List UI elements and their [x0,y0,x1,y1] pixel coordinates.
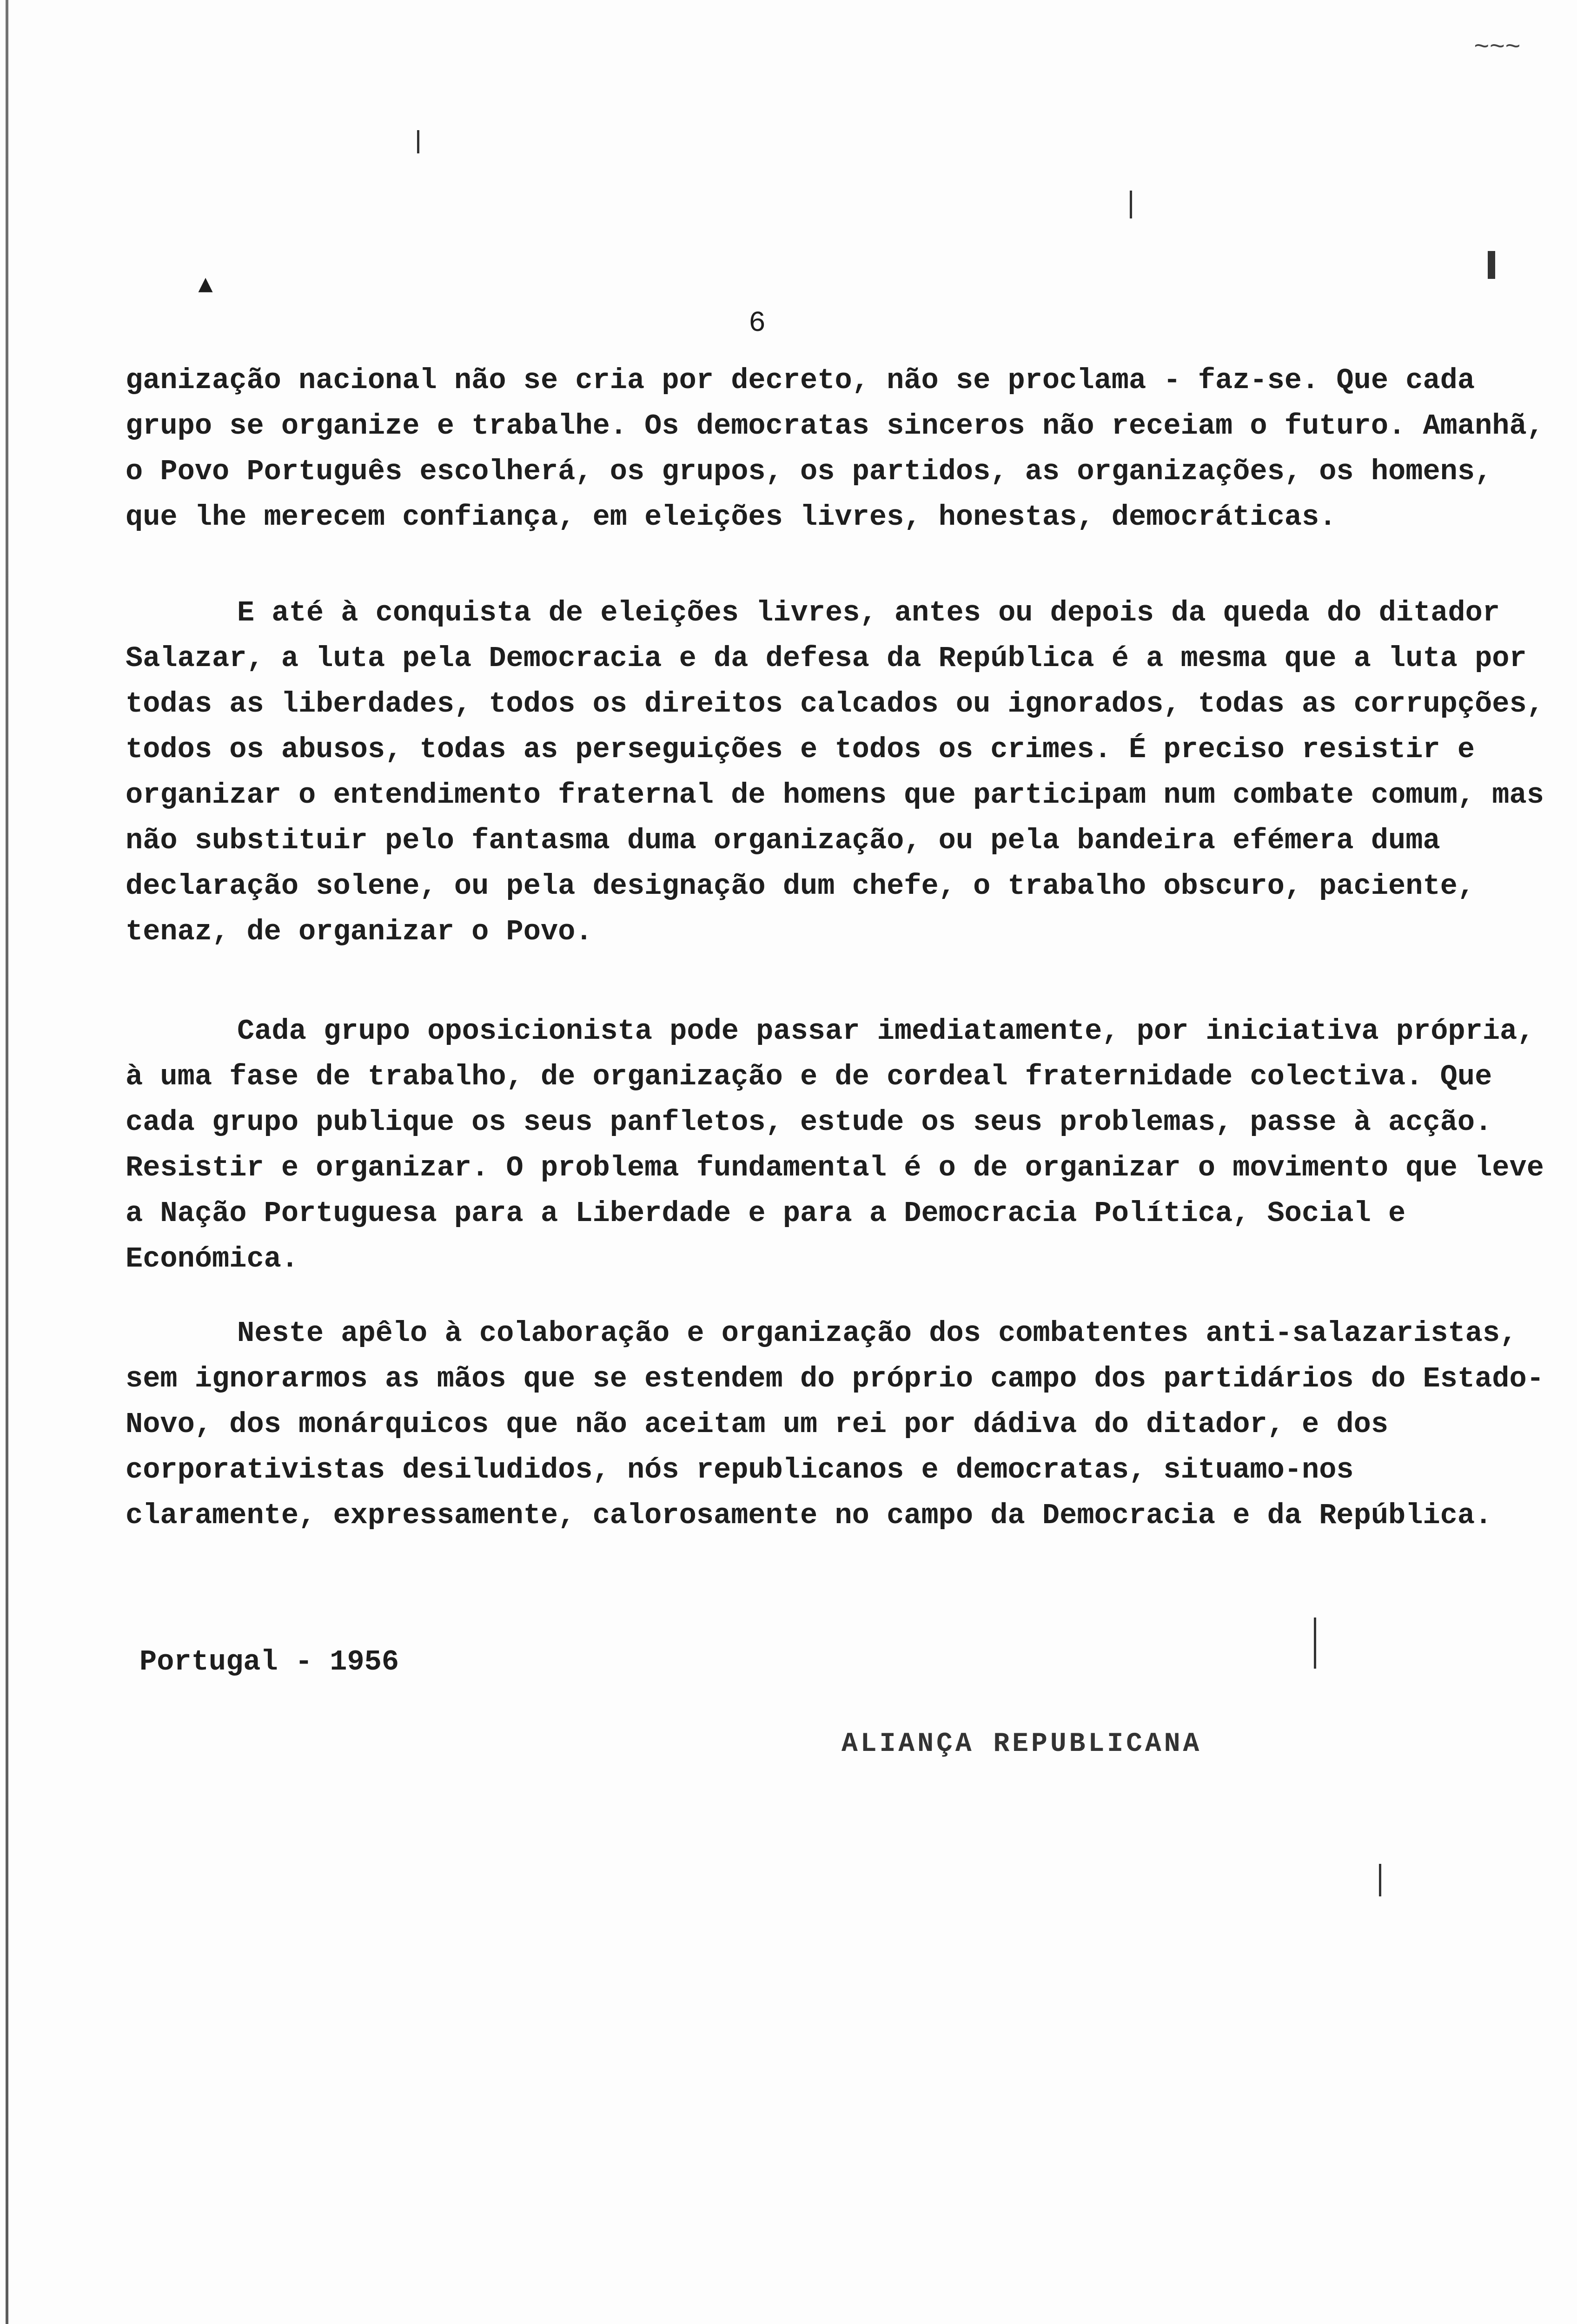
stray-mark [1314,1618,1316,1669]
paragraph-1: ganização nacional não se cria por decreto, não se proclama - faz-se. Que cada grupo se organize e trabalhe. Os democratas sinceros não receiam o futuro. Amanhã, o Povo Português escolherá, os grupos, os partidos, as organizações, os homens, que lhe merecem confiança, em eleições livres, honestas, democráticas. [126,364,1562,534]
stray-mark [1379,1864,1381,1896]
paragraph-3: Cada grupo oposicionista pode passar imediatamente, por iniciativa própria, à uma fase de trabalho, de organização e de cordeal fraternidade colectiva. Que cada grupo publique os seus panfletos, estude os seus problemas, passe à acção. Resistir e organizar. O problema fundamental é o de organizar o movimento que leve a Nação Portuguesa para a Liberdade e para a Democracia Política, Social e Económica. [126,1015,1562,1275]
corner-mark: ~~~ [1474,33,1521,62]
paragraph-4: Neste apêlo à colaboração e organização dos combatentes anti-salazaristas, sem ignorarmos as mãos que se estendem do próprio campo dos partidários do Estado-Novo, dos monárquicos que não aceitam um rei por dádiva do ditador, e dos corporativistas desiludidos, nós republicanos e democratas, situamo-nos claramente, expressamente, calorosamente no campo da Democracia e da República. [126,1317,1544,1532]
page-edge-shadow [6,0,8,2324]
stray-mark [1130,191,1132,218]
stray-mark [417,130,419,153]
page-number: 6 [749,307,766,340]
stray-mark [1488,251,1495,279]
signature: ALIANÇA REPUBLICANA [842,1729,1202,1759]
place-date: Portugal - 1956 [139,1645,399,1678]
paragraph-2: E até à conquista de eleições livres, antes ou depois da queda do ditador Salazar, a luta pela Democracia e da defesa da República é a mesma que a luta por todas as liberdades, todos os direitos calcados ou ignorados, todas as corrupções, todos os abusos, todas as perseguições e todos os crimes. É preciso resistir e organizar o entendimento fraternal de homens que participam num combate comum, mas não substituir pelo fantasma duma organização, ou pela bandeira efémera duma declaração solene, ou pela designação dum chefe, o trabalho obscuro, paciente, tenaz, de organizar o Povo. [126,596,1562,948]
ink-mark: ▴ [194,264,217,306]
